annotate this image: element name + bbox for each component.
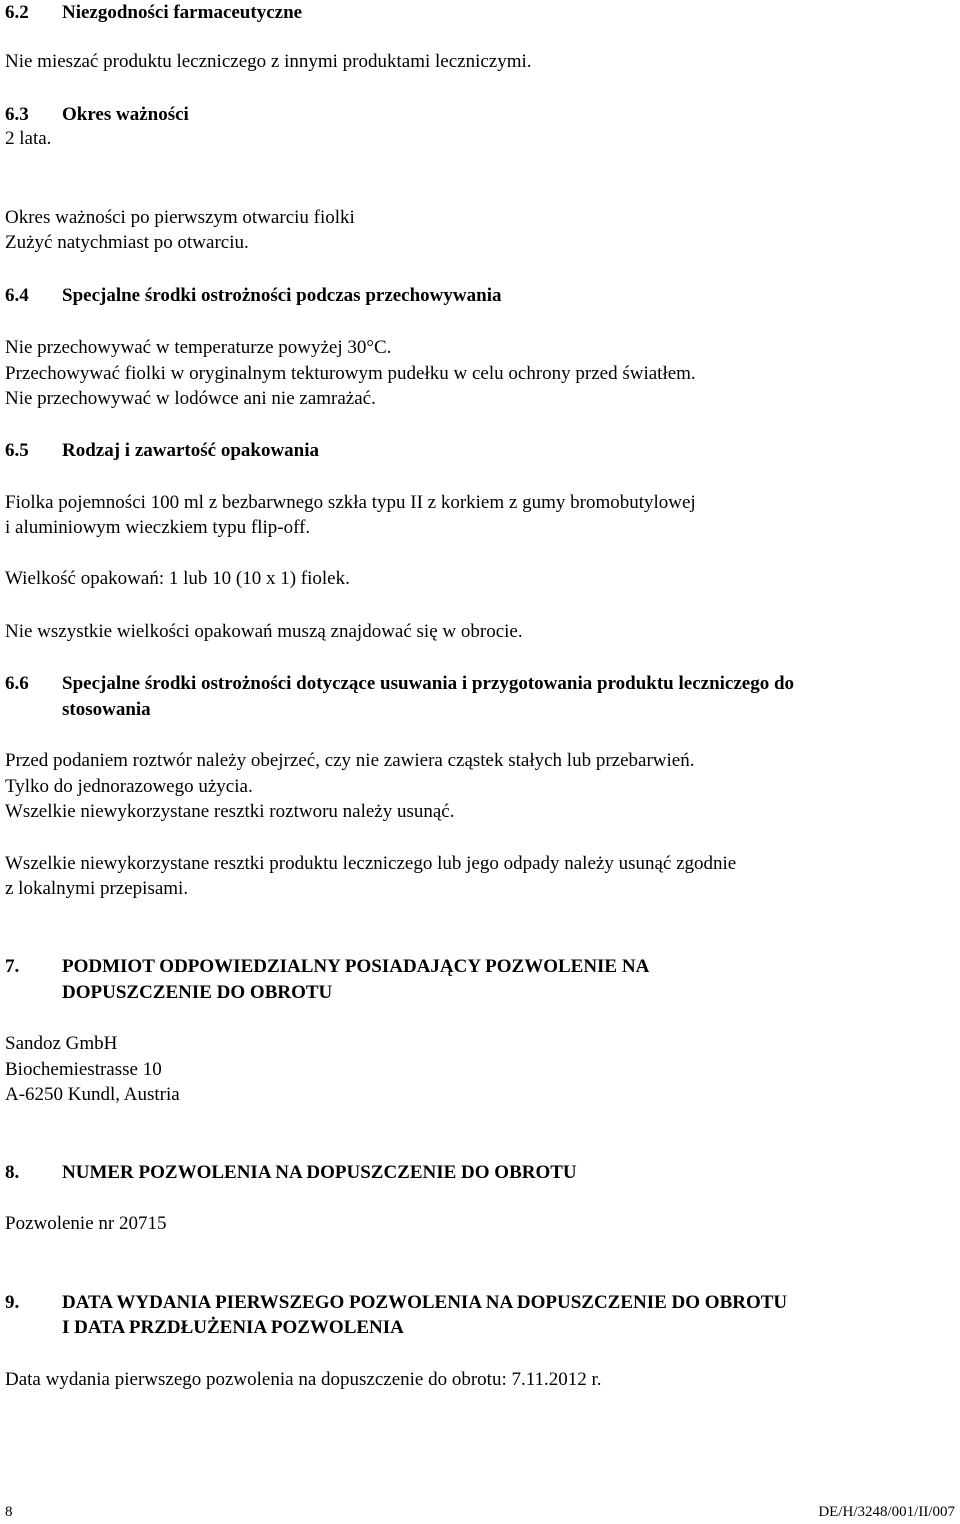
paragraph: 2 lata. (5, 128, 52, 149)
paragraph: Wszelkie niewykorzystane resztki roztworu należy usunąć. (5, 801, 455, 822)
section-title-continued: stosowania (62, 699, 151, 720)
paragraph: Wszelkie niewykorzystane resztki produktu leczniczego lub jego odpady należy usunąć zgodnie (5, 853, 737, 874)
section-number: 9. (5, 1292, 20, 1313)
paragraph: Nie wszystkie wielkości opakowań muszą znajdować się w obrocie. (5, 621, 523, 642)
paragraph: Zużyć natychmiast po otwarciu. (5, 232, 249, 253)
section-number: 8. (5, 1162, 20, 1183)
section-title: Niezgodności farmaceutyczne (62, 2, 303, 23)
company-city: A-6250 Kundl, Austria (5, 1084, 180, 1105)
section-title: Okres ważności (62, 104, 189, 125)
paragraph: Tylko do jednorazowego użycia. (5, 776, 253, 797)
paragraph: Nie mieszać produktu leczniczego z innymi produktami leczniczymi. (5, 51, 532, 72)
page-number: 8 (5, 1504, 13, 1520)
section-number: 6.6 (5, 673, 29, 694)
section-number: 7. (5, 956, 20, 977)
paragraph: Przechowywać fiolki w oryginalnym tekturowym pudełku w celu ochrony przed światłem. (5, 363, 696, 384)
paragraph: Wielkość opakowań: 1 lub 10 (10 x 1) fiolek. (5, 568, 350, 589)
section-number: 6.3 (5, 104, 29, 125)
section-title-continued: I DATA PRZDŁUŻENIA POZWOLENIA (62, 1317, 404, 1338)
section-title: NUMER POZWOLENIA NA DOPUSZCZENIE DO OBROTU (62, 1162, 577, 1183)
section-title: Specjalne środki ostrożności podczas przechowywania (62, 285, 502, 306)
section-number: 6.5 (5, 440, 29, 461)
paragraph: z lokalnymi przepisami. (5, 878, 189, 899)
document-reference: DE/H/3248/001/II/007 (818, 1504, 955, 1520)
paragraph: Pozwolenie nr 20715 (5, 1213, 167, 1234)
section-title: Specjalne środki ostrożności dotyczące usuwania i przygotowania produktu leczniczego do (62, 673, 795, 694)
company-name: Sandoz GmbH (5, 1033, 118, 1054)
section-number: 6.2 (5, 2, 29, 23)
paragraph: Data wydania pierwszego pozwolenia na dopuszczenie do obrotu: 7.11.2012 r. (5, 1369, 602, 1390)
paragraph: Nie przechowywać w lodówce ani nie zamrażać. (5, 388, 376, 409)
paragraph: Nie przechowywać w temperaturze powyżej 30°C. (5, 337, 392, 358)
section-title: DATA WYDANIA PIERWSZEGO POZWOLENIA NA DOPUSZCZENIE DO OBROTU (62, 1292, 788, 1313)
section-title: Rodzaj i zawartość opakowania (62, 440, 320, 461)
company-street: Biochemiestrasse 10 (5, 1059, 162, 1080)
section-title-continued: DOPUSZCZENIE DO OBROTU (62, 982, 333, 1003)
paragraph: Przed podaniem roztwór należy obejrzeć, czy nie zawiera cząstek stałych lub przebarwień. (5, 750, 695, 771)
paragraph: Okres ważności po pierwszym otwarciu fiolki (5, 207, 355, 228)
paragraph: Fiolka pojemności 100 ml z bezbarwnego szkła typu II z korkiem z gumy bromobutylowej (5, 492, 696, 513)
section-number: 6.4 (5, 285, 29, 306)
paragraph: i aluminiowym wieczkiem typu flip-off. (5, 517, 311, 538)
section-title: PODMIOT ODPOWIEDZIALNY POSIADAJĄCY POZWOLENIE NA (62, 956, 650, 977)
